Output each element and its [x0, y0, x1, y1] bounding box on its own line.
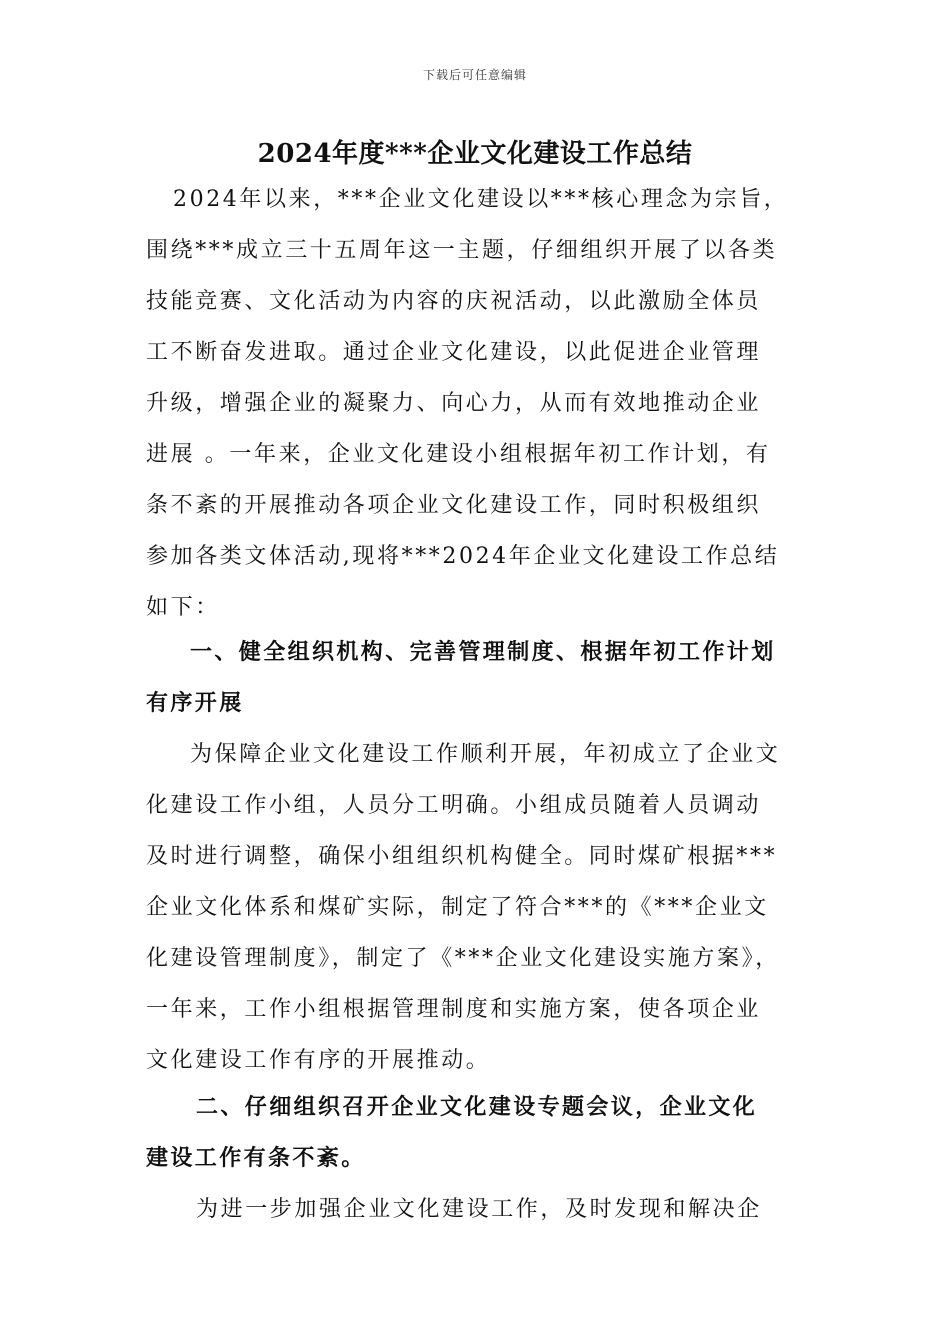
- section-heading: 有序开展: [146, 690, 244, 716]
- body-line: 及时进行调整，确保小组组织机构健全。同时煤矿根据***: [146, 844, 778, 869]
- body-line: 为保障企业文化建设工作顺利开展，年初成立了企业文: [190, 742, 781, 767]
- section-heading: 一、健全组织机构、完善管理制度、根据年初工作计划: [190, 639, 776, 665]
- body-line: 企业文化体系和煤矿实际，制定了符合***的《***企业文: [146, 895, 769, 920]
- document-title: 2024年度***企业文化建设工作总结: [257, 139, 693, 169]
- body-line: 一年来，工作小组根据管理制度和实施方案，使各项企业: [146, 997, 762, 1022]
- section-heading: 建设工作有条不紊。: [146, 1145, 366, 1171]
- header-note: 下载后可任意编辑: [422, 68, 527, 82]
- body-line: 化建设工作小组，人员分工明确。小组成员随着人员调动: [146, 793, 762, 818]
- body-line: 文化建设工作有序的开展推动。: [146, 1048, 491, 1073]
- body-line: 如下：: [146, 595, 220, 620]
- body-line: 围绕***成立三十五周年这一主题，仔细组织开展了以各类: [146, 238, 778, 263]
- body-line: 为进一步加强企业文化建设工作，及时发现和解决企: [196, 1197, 762, 1222]
- section-heading: 二、仔细组织召开企业文化建设专题会议，企业文化: [196, 1094, 758, 1120]
- body-line: 进展 。一年来，企业文化建设小组根据年初工作计划，有: [146, 442, 771, 467]
- body-line: 2024年以来，***企业文化建设以***核心理念为宗旨，: [173, 187, 789, 212]
- body-line: 工不断奋发进取。通过企业文化建设，以此促进企业管理: [146, 340, 762, 365]
- body-line: 条不紊的开展推动各项企业文化建设工作，同时积极组织: [146, 493, 762, 518]
- body-line: 化建设管理制度》，制定了《***企业文化建设实施方案》，: [146, 946, 780, 971]
- body-line: 升级，增强企业的凝聚力、向心力，从而有效地推动企业: [146, 391, 762, 416]
- body-line: 参加各类文体活动,现将***2024年企业文化建设工作总结: [146, 544, 780, 569]
- body-line: 技能竞赛、文化活动为内容的庆祝活动，以此激励全体员: [146, 289, 762, 314]
